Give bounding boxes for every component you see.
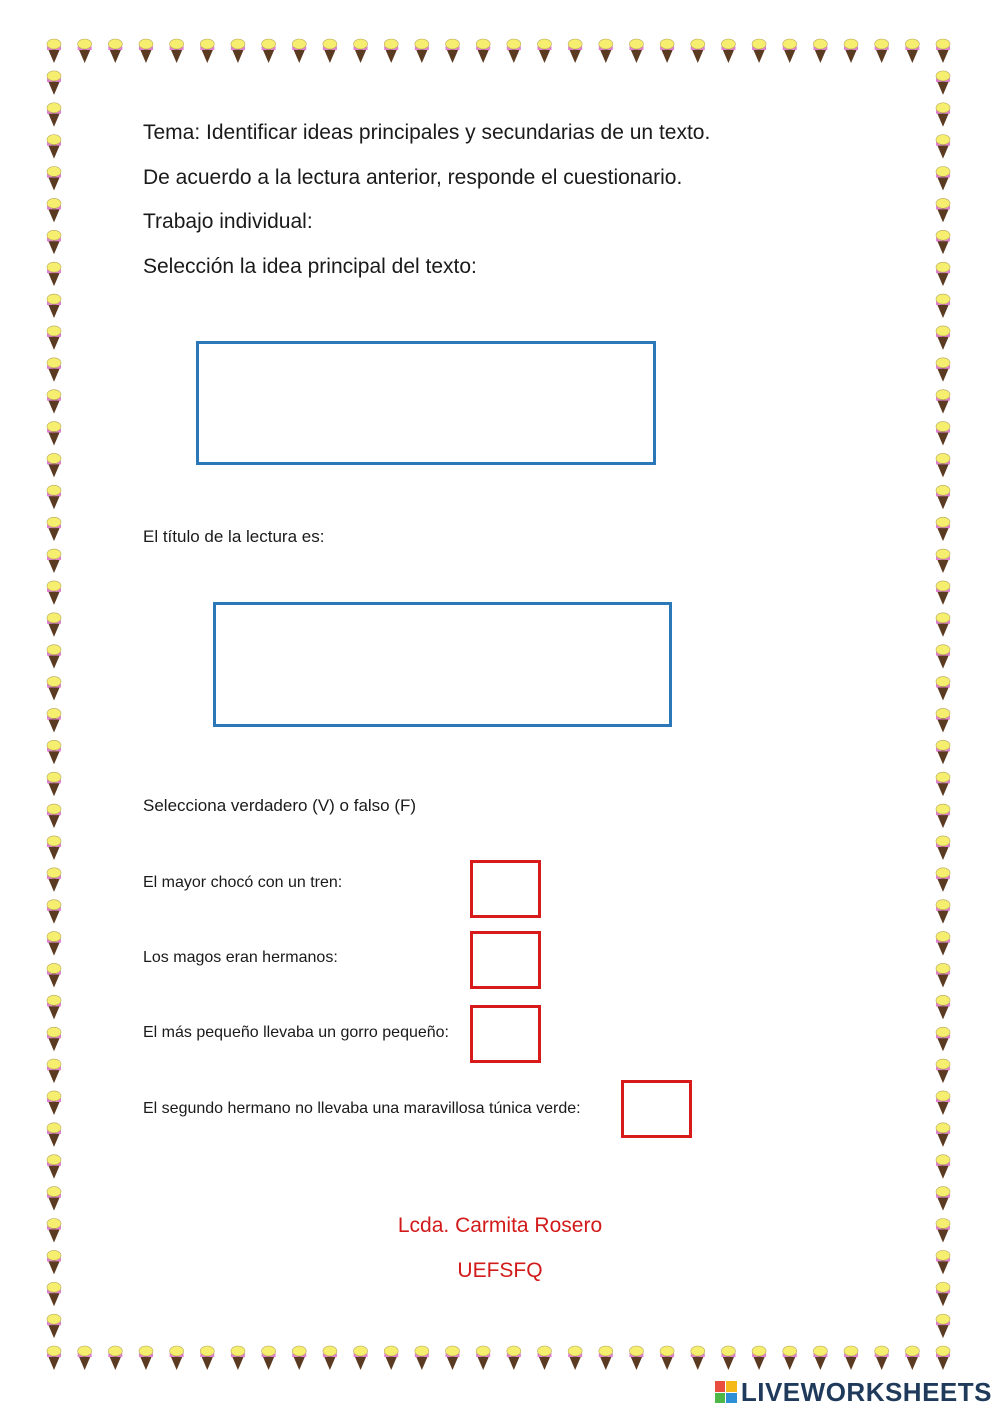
ice-cream-cone-icon — [813, 1346, 827, 1370]
ice-cream-cone-icon — [936, 453, 950, 477]
ice-cream-cone-icon — [936, 1218, 950, 1242]
ice-cream-cone-icon — [47, 1123, 61, 1147]
ice-cream-cone-icon — [354, 39, 368, 63]
ice-cream-cone-icon — [47, 485, 61, 509]
ice-cream-cone-icon — [47, 963, 61, 987]
ice-cream-cone-icon — [629, 39, 643, 63]
ice-cream-cone-icon — [629, 1346, 643, 1370]
ice-cream-cone-icon — [660, 39, 674, 63]
tf-answer-box-1[interactable] — [470, 860, 541, 918]
ice-cream-cone-icon — [47, 294, 61, 318]
ice-cream-cone-icon — [47, 167, 61, 191]
ice-cream-cone-icon — [108, 39, 122, 63]
ice-cream-cone-icon — [936, 804, 950, 828]
ice-cream-cone-icon — [47, 39, 61, 63]
ice-cream-cone-icon — [47, 868, 61, 892]
ice-cream-cone-icon — [47, 198, 61, 222]
ice-cream-cone-icon — [936, 868, 950, 892]
ice-cream-cone-icon — [47, 1027, 61, 1051]
true-false-heading: Selecciona verdadero (V) o falso (F) — [143, 796, 417, 815]
ice-cream-cone-icon — [936, 1346, 950, 1370]
ice-cream-cone-icon — [47, 581, 61, 605]
ice-cream-cone-icon — [936, 549, 950, 573]
ice-cream-cone-icon — [507, 1346, 521, 1370]
ice-cream-cone-icon — [507, 39, 521, 63]
ice-cream-cone-icon — [936, 1314, 950, 1338]
ice-cream-cone-icon — [844, 1346, 858, 1370]
ice-cream-cone-icon — [47, 1059, 61, 1083]
ice-cream-cone-icon — [599, 1346, 613, 1370]
ice-cream-cone-icon — [936, 581, 950, 605]
ice-cream-cone-icon — [47, 1346, 61, 1370]
ice-cream-cone-icon — [47, 1155, 61, 1179]
ice-cream-cone-icon — [415, 39, 429, 63]
ice-cream-cone-icon — [292, 1346, 306, 1370]
ice-cream-cone-icon — [292, 39, 306, 63]
ice-cream-cone-icon — [568, 39, 582, 63]
ice-cream-cone-icon — [78, 1346, 92, 1370]
ice-cream-cone-icon — [47, 517, 61, 541]
ice-cream-cone-icon — [875, 39, 889, 63]
ice-cream-cone-icon — [47, 230, 61, 254]
ice-cream-cone-icon — [844, 39, 858, 63]
ice-cream-cone-icon — [47, 1250, 61, 1274]
school-name: UEFSFQ — [457, 1259, 543, 1282]
ice-cream-cone-icon — [446, 39, 460, 63]
tf-statement-1: El mayor chocó con un tren: — [143, 874, 343, 891]
ice-cream-cone-icon — [936, 390, 950, 414]
ice-cream-cone-icon — [813, 39, 827, 63]
title-question: El título de la lectura es: — [143, 527, 325, 546]
ice-cream-cone-icon — [262, 1346, 276, 1370]
ice-cream-cone-icon — [936, 1282, 950, 1306]
ice-cream-cone-icon — [936, 1027, 950, 1051]
ice-cream-cone-icon — [936, 645, 950, 669]
ice-cream-cone-icon — [262, 39, 276, 63]
ice-cream-cone-icon — [783, 39, 797, 63]
ice-cream-cone-icon — [936, 485, 950, 509]
ice-cream-cone-icon — [752, 1346, 766, 1370]
ice-cream-cone-icon — [936, 963, 950, 987]
ice-cream-cone-icon — [47, 453, 61, 477]
tf-answer-box-3[interactable] — [470, 1005, 541, 1063]
ice-cream-cone-icon — [47, 103, 61, 127]
liveworksheets-wordmark: LIVEWORKSHEETS — [740, 1376, 992, 1407]
ice-cream-cone-icon — [47, 677, 61, 701]
ice-cream-cone-icon — [47, 804, 61, 828]
main-idea-answer-box[interactable] — [196, 341, 656, 465]
work-mode-text: Trabajo individual: — [143, 210, 313, 233]
ice-cream-cone-icon — [446, 1346, 460, 1370]
ice-cream-cone-icon — [599, 39, 613, 63]
ice-cream-cone-icon — [47, 358, 61, 382]
ice-cream-cone-icon — [47, 1091, 61, 1115]
ice-cream-cone-icon — [47, 645, 61, 669]
ice-cream-cone-icon — [875, 1346, 889, 1370]
ice-cream-cone-icon — [47, 262, 61, 286]
ice-cream-cone-icon — [691, 39, 705, 63]
ice-cream-cone-icon — [568, 1346, 582, 1370]
ice-cream-cone-icon — [936, 358, 950, 382]
ice-cream-cone-icon — [936, 1187, 950, 1211]
ice-cream-cone-icon — [47, 613, 61, 637]
ice-cream-cone-icon — [323, 1346, 337, 1370]
ice-cream-cone-icon — [936, 39, 950, 63]
ice-cream-cone-icon — [200, 1346, 214, 1370]
ice-cream-cone-icon — [139, 1346, 153, 1370]
ice-cream-cone-icon — [537, 39, 551, 63]
ice-cream-cone-icon — [936, 71, 950, 95]
ice-cream-cone-icon — [936, 708, 950, 732]
ice-cream-cone-icon — [936, 932, 950, 956]
ice-cream-cone-icon — [721, 39, 735, 63]
ice-cream-cone-icon — [936, 772, 950, 796]
ice-cream-cone-icon — [47, 995, 61, 1019]
ice-cream-cone-icon — [47, 836, 61, 860]
ice-cream-cone-icon — [231, 39, 245, 63]
ice-cream-cone-icon — [384, 39, 398, 63]
tf-answer-box-4[interactable] — [621, 1080, 692, 1138]
liveworksheets-logo — [715, 1377, 992, 1407]
ice-cream-cone-icon — [384, 1346, 398, 1370]
ice-cream-cone-icon — [47, 1218, 61, 1242]
ice-cream-cone-icon — [78, 39, 92, 63]
ice-cream-cone-icon — [47, 326, 61, 350]
ice-cream-cone-icon — [936, 103, 950, 127]
teacher-name: Lcda. Carmita Rosero — [397, 1214, 603, 1237]
ice-cream-cone-icon — [47, 1282, 61, 1306]
ice-cream-cone-icon — [660, 1346, 674, 1370]
ice-cream-cone-icon — [200, 39, 214, 63]
main-idea-question: Selección la idea principal del texto: — [143, 255, 477, 278]
ice-cream-cone-icon — [936, 836, 950, 860]
ice-cream-cone-icon — [231, 1346, 245, 1370]
ice-cream-cone-icon — [47, 1187, 61, 1211]
topic-heading: Tema: Identificar ideas principales y secundarias de un texto. — [143, 121, 711, 144]
ice-cream-cone-icon — [691, 1346, 705, 1370]
ice-cream-cone-icon — [47, 1314, 61, 1338]
ice-cream-cone-icon — [47, 422, 61, 446]
ice-cream-cone-icon — [936, 326, 950, 350]
ice-cream-cone-icon — [936, 517, 950, 541]
ice-cream-cone-icon — [47, 549, 61, 573]
ice-cream-cone-icon — [936, 1091, 950, 1115]
ice-cream-cone-icon — [476, 39, 490, 63]
ice-cream-cone-icon — [936, 294, 950, 318]
ice-cream-cone-icon — [721, 1346, 735, 1370]
ice-cream-cone-icon — [47, 932, 61, 956]
ice-cream-cone-icon — [936, 167, 950, 191]
liveworksheets-logo-icon — [715, 1381, 737, 1403]
ice-cream-cone-icon — [108, 1346, 122, 1370]
ice-cream-cone-icon — [936, 1155, 950, 1179]
ice-cream-cone-icon — [323, 39, 337, 63]
ice-cream-cone-icon — [936, 995, 950, 1019]
ice-cream-cone-icon — [936, 422, 950, 446]
ice-cream-cone-icon — [936, 900, 950, 924]
ice-cream-cone-icon — [936, 677, 950, 701]
ice-cream-cone-icon — [936, 613, 950, 637]
ice-cream-cone-icon — [905, 1346, 919, 1370]
ice-cream-cone-icon — [752, 39, 766, 63]
tf-statement-2: Los magos eran hermanos: — [143, 949, 338, 966]
ice-cream-cone-icon — [936, 198, 950, 222]
ice-cream-cone-icon — [936, 1250, 950, 1274]
ice-cream-cone-icon — [936, 230, 950, 254]
ice-cream-cone-icon — [415, 1346, 429, 1370]
ice-cream-cone-icon — [170, 39, 184, 63]
ice-cream-cone-icon — [905, 39, 919, 63]
ice-cream-cone-icon — [47, 71, 61, 95]
ice-cream-cone-icon — [47, 708, 61, 732]
ice-cream-cone-icon — [936, 740, 950, 764]
ice-cream-cone-icon — [139, 39, 153, 63]
instruction-text: De acuerdo a la lectura anterior, responde el cuestionario. — [143, 166, 683, 189]
ice-cream-cone-icon — [783, 1346, 797, 1370]
ice-cream-cone-icon — [47, 135, 61, 159]
ice-cream-cone-icon — [936, 135, 950, 159]
ice-cream-cone-icon — [47, 390, 61, 414]
ice-cream-cone-icon — [936, 1123, 950, 1147]
ice-cream-cone-icon — [47, 772, 61, 796]
ice-cream-cone-icon — [47, 900, 61, 924]
title-answer-box[interactable] — [213, 602, 672, 727]
tf-statement-3: El más pequeño llevaba un gorro pequeño: — [143, 1024, 449, 1041]
ice-cream-cone-icon — [936, 1059, 950, 1083]
ice-cream-cone-icon — [170, 1346, 184, 1370]
tf-answer-box-2[interactable] — [470, 931, 541, 989]
ice-cream-cone-icon — [476, 1346, 490, 1370]
ice-cream-cone-icon — [354, 1346, 368, 1370]
tf-statement-4: El segundo hermano no llevaba una maravillosa túnica verde: — [143, 1100, 581, 1117]
ice-cream-cone-icon — [936, 262, 950, 286]
ice-cream-cone-icon — [47, 740, 61, 764]
ice-cream-cone-icon — [537, 1346, 551, 1370]
